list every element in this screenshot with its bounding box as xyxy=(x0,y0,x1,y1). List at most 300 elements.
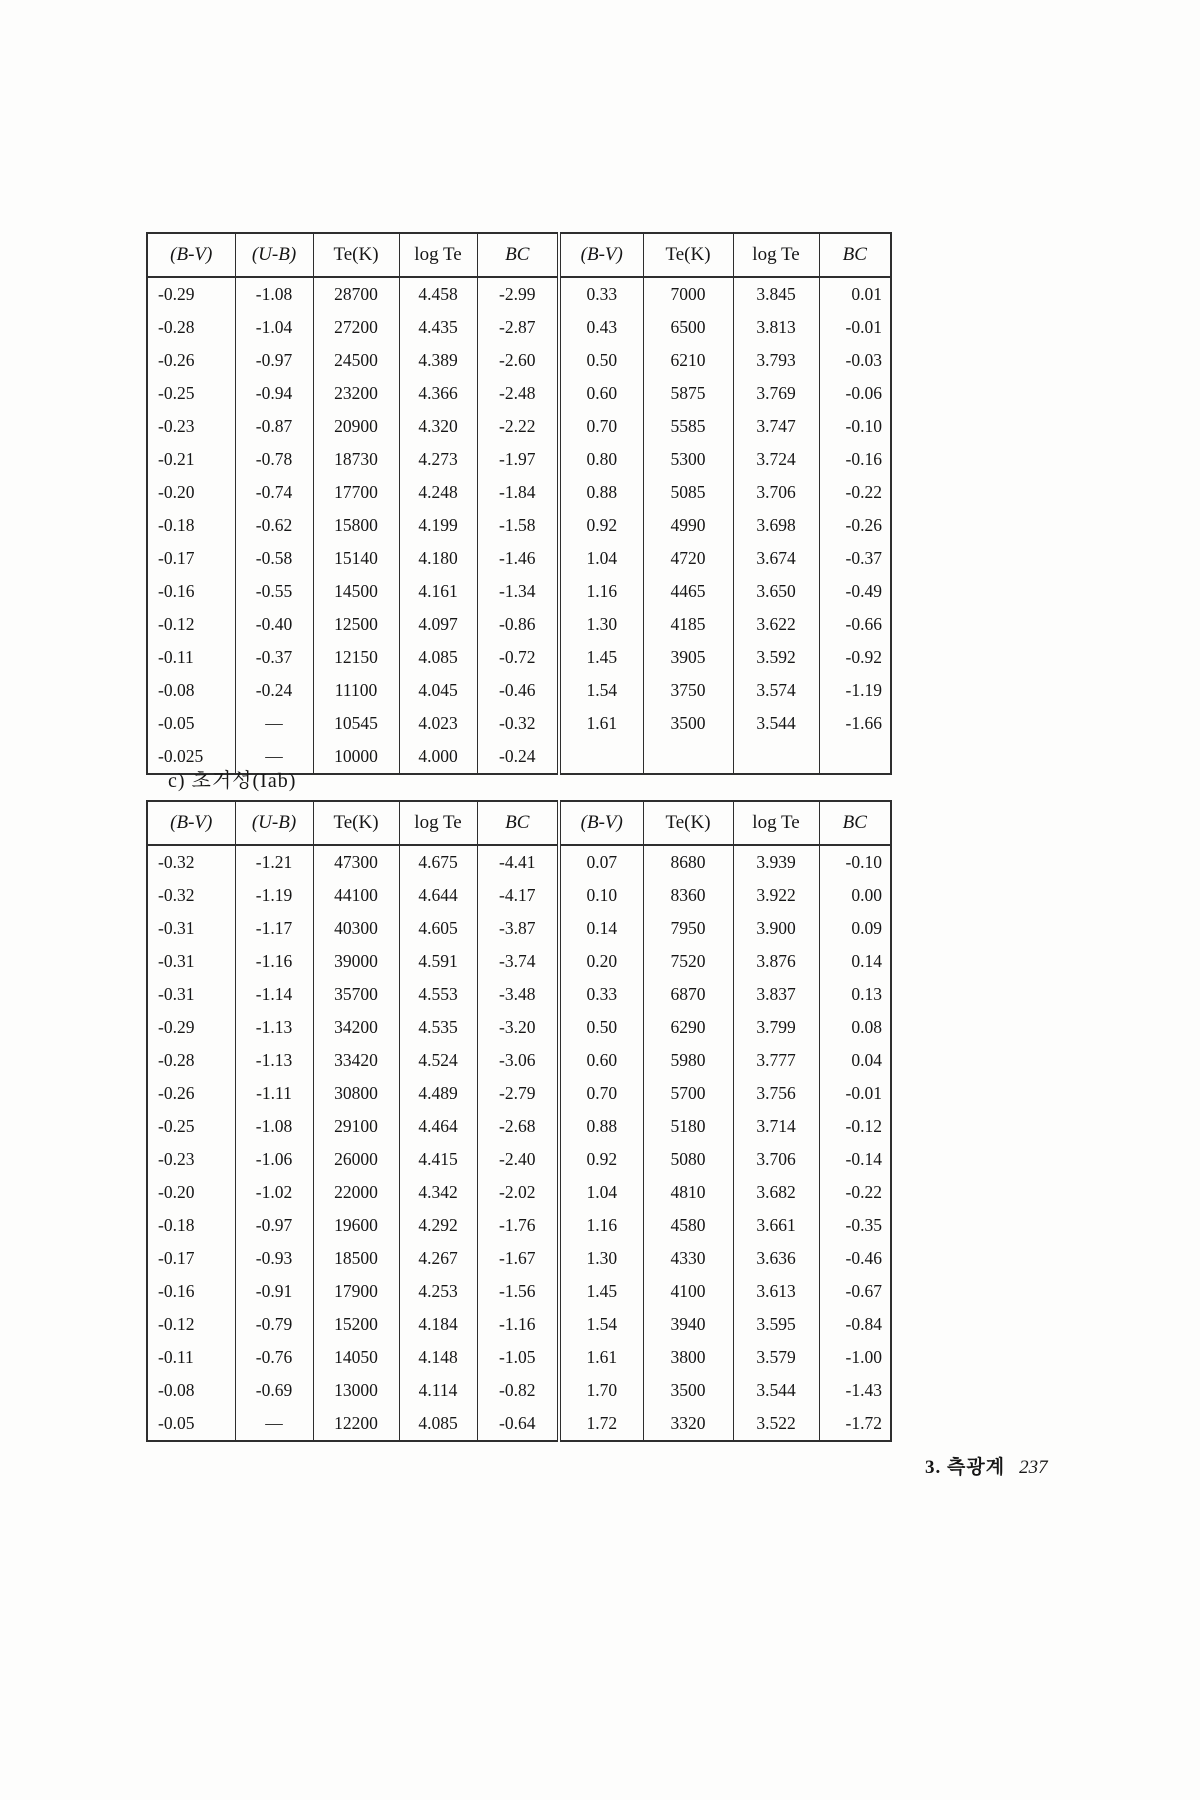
cell: 15800 xyxy=(313,509,399,542)
cell: 3.799 xyxy=(733,1011,819,1044)
column-header: BC xyxy=(819,801,891,845)
column-header: Te(K) xyxy=(313,801,399,845)
cell: 3500 xyxy=(643,707,733,740)
cell: 3905 xyxy=(643,641,733,674)
cell: -0.37 xyxy=(235,641,313,674)
cell: 6870 xyxy=(643,978,733,1011)
cell: 19600 xyxy=(313,1209,399,1242)
cell: -0.06 xyxy=(819,377,891,410)
cell: -0.67 xyxy=(819,1275,891,1308)
cell: 5585 xyxy=(643,410,733,443)
column-header: BC xyxy=(477,801,559,845)
cell: -1.56 xyxy=(477,1275,559,1308)
table-row xyxy=(147,1308,891,1341)
cell: 1.61 xyxy=(559,1341,643,1374)
cell: 0.14 xyxy=(559,912,643,945)
cell: -0.26 xyxy=(819,509,891,542)
cell: -1.76 xyxy=(477,1209,559,1242)
cell: 4.161 xyxy=(399,575,477,608)
cell: -0.79 xyxy=(235,1308,313,1341)
page-footer xyxy=(925,1452,1048,1479)
cell: -2.79 xyxy=(477,1077,559,1110)
cell: -0.08 xyxy=(147,674,235,707)
cell xyxy=(643,740,733,774)
cell: 24500 xyxy=(313,344,399,377)
cell xyxy=(559,740,643,774)
cell: 4.000 xyxy=(399,740,477,774)
cell: 4.184 xyxy=(399,1308,477,1341)
cell: 3.636 xyxy=(733,1242,819,1275)
cell: 35700 xyxy=(313,978,399,1011)
cell: -0.46 xyxy=(819,1242,891,1275)
cell: 4.435 xyxy=(399,311,477,344)
cell: 4.148 xyxy=(399,1341,477,1374)
cell: 40300 xyxy=(313,912,399,945)
cell: 18730 xyxy=(313,443,399,476)
cell: -1.58 xyxy=(477,509,559,542)
cell: -0.26 xyxy=(147,1077,235,1110)
cell: -1.13 xyxy=(235,1044,313,1077)
cell: 3.939 xyxy=(733,845,819,879)
cell: 0.50 xyxy=(559,1011,643,1044)
cell: 4990 xyxy=(643,509,733,542)
cell: -0.29 xyxy=(147,1011,235,1044)
cell: 4.605 xyxy=(399,912,477,945)
cell: 0.43 xyxy=(559,311,643,344)
cell: -2.68 xyxy=(477,1110,559,1143)
cell: -0.76 xyxy=(235,1341,313,1374)
cell: -0.26 xyxy=(147,344,235,377)
data-table xyxy=(146,232,892,775)
cell: 7520 xyxy=(643,945,733,978)
cell: 5700 xyxy=(643,1077,733,1110)
cell: 3.579 xyxy=(733,1341,819,1374)
cell: 29100 xyxy=(313,1110,399,1143)
cell: -3.87 xyxy=(477,912,559,945)
cell: -0.31 xyxy=(147,945,235,978)
cell: 15140 xyxy=(313,542,399,575)
cell: -1.11 xyxy=(235,1077,313,1110)
column-header: Te(K) xyxy=(313,233,399,277)
cell: -4.41 xyxy=(477,845,559,879)
cell: 4.342 xyxy=(399,1176,477,1209)
cell: -0.37 xyxy=(819,542,891,575)
cell: -1.21 xyxy=(235,845,313,879)
cell: 4330 xyxy=(643,1242,733,1275)
cell: 3.592 xyxy=(733,641,819,674)
cell: 4.114 xyxy=(399,1374,477,1407)
cell: -1.34 xyxy=(477,575,559,608)
cell: 3.706 xyxy=(733,1143,819,1176)
cell: -1.05 xyxy=(477,1341,559,1374)
cell: 4.415 xyxy=(399,1143,477,1176)
table-row xyxy=(147,443,891,476)
cell: -0.28 xyxy=(147,1044,235,1077)
cell: 3.777 xyxy=(733,1044,819,1077)
cell: -0.84 xyxy=(819,1308,891,1341)
cell: -0.12 xyxy=(147,608,235,641)
cell: 4.591 xyxy=(399,945,477,978)
cell: -0.05 xyxy=(147,707,235,740)
cell: -2.99 xyxy=(477,277,559,311)
cell: -2.02 xyxy=(477,1176,559,1209)
table-row xyxy=(147,845,891,879)
cell: 3800 xyxy=(643,1341,733,1374)
cell: -0.55 xyxy=(235,575,313,608)
cell: 12200 xyxy=(313,1407,399,1441)
cell: 4.553 xyxy=(399,978,477,1011)
cell: 3.613 xyxy=(733,1275,819,1308)
table-row xyxy=(147,277,891,311)
cell: 14050 xyxy=(313,1341,399,1374)
table-row xyxy=(147,377,891,410)
table-row xyxy=(147,674,891,707)
cell: -0.11 xyxy=(147,1341,235,1374)
table-row xyxy=(147,707,891,740)
cell: -0.97 xyxy=(235,344,313,377)
cell: -0.62 xyxy=(235,509,313,542)
column-header: log Te xyxy=(399,233,477,277)
cell: 5085 xyxy=(643,476,733,509)
cell: 4580 xyxy=(643,1209,733,1242)
cell: 1.30 xyxy=(559,1242,643,1275)
cell: -1.17 xyxy=(235,912,313,945)
cell: -1.14 xyxy=(235,978,313,1011)
cell: -0.08 xyxy=(147,1374,235,1407)
table-row xyxy=(147,1407,891,1441)
cell: 0.60 xyxy=(559,1044,643,1077)
column-header: log Te xyxy=(733,801,819,845)
cell: 3.674 xyxy=(733,542,819,575)
cell: 0.13 xyxy=(819,978,891,1011)
cell: 3.544 xyxy=(733,1374,819,1407)
cell: 11100 xyxy=(313,674,399,707)
cell: 17900 xyxy=(313,1275,399,1308)
cell: -0.10 xyxy=(819,410,891,443)
cell: 4465 xyxy=(643,575,733,608)
cell: -0.23 xyxy=(147,1143,235,1176)
cell: -0.35 xyxy=(819,1209,891,1242)
cell: 3.724 xyxy=(733,443,819,476)
header-row xyxy=(147,233,891,277)
cell: 4810 xyxy=(643,1176,733,1209)
cell: 0.04 xyxy=(819,1044,891,1077)
cell: 3.837 xyxy=(733,978,819,1011)
cell: -0.64 xyxy=(477,1407,559,1441)
cell: 4.097 xyxy=(399,608,477,641)
table-row xyxy=(147,509,891,542)
cell: -0.40 xyxy=(235,608,313,641)
cell: 4.180 xyxy=(399,542,477,575)
table-caption-supergiant: c) 초거성(Iab) xyxy=(168,770,297,792)
cell: -0.87 xyxy=(235,410,313,443)
cell: -0.05 xyxy=(147,1407,235,1441)
cell: 8360 xyxy=(643,879,733,912)
cell: 6290 xyxy=(643,1011,733,1044)
cell: 1.04 xyxy=(559,542,643,575)
cell: 3.622 xyxy=(733,608,819,641)
cell: 1.54 xyxy=(559,1308,643,1341)
table-row xyxy=(147,641,891,674)
cell: -0.22 xyxy=(819,1176,891,1209)
column-header: BC xyxy=(819,233,891,277)
cell: 23200 xyxy=(313,377,399,410)
cell: 4.535 xyxy=(399,1011,477,1044)
cell: -0.82 xyxy=(477,1374,559,1407)
cell xyxy=(819,740,891,774)
cell: -2.60 xyxy=(477,344,559,377)
cell: -3.74 xyxy=(477,945,559,978)
cell: 4.045 xyxy=(399,674,477,707)
column-header: BC xyxy=(477,233,559,277)
cell: 13000 xyxy=(313,1374,399,1407)
cell: 4.389 xyxy=(399,344,477,377)
column-header: Te(K) xyxy=(643,801,733,845)
cell: -0.91 xyxy=(235,1275,313,1308)
cell: -4.17 xyxy=(477,879,559,912)
cell: -1.19 xyxy=(235,879,313,912)
cell: 4.675 xyxy=(399,845,477,879)
cell: -1.67 xyxy=(477,1242,559,1275)
cell: 0.88 xyxy=(559,476,643,509)
cell: -0.25 xyxy=(147,1110,235,1143)
table-row xyxy=(147,542,891,575)
cell: 6210 xyxy=(643,344,733,377)
cell: 0.33 xyxy=(559,978,643,1011)
cell: 5080 xyxy=(643,1143,733,1176)
footer-page-number: 237 xyxy=(1019,1457,1048,1478)
cell: -2.40 xyxy=(477,1143,559,1176)
cell: -0.16 xyxy=(819,443,891,476)
cell: 14500 xyxy=(313,575,399,608)
cell: -0.01 xyxy=(819,311,891,344)
cell: 12150 xyxy=(313,641,399,674)
cell: 3.756 xyxy=(733,1077,819,1110)
cell: 4720 xyxy=(643,542,733,575)
cell xyxy=(733,740,819,774)
cell: -0.69 xyxy=(235,1374,313,1407)
cell: -0.32 xyxy=(477,707,559,740)
cell: 3.574 xyxy=(733,674,819,707)
cell: 0.92 xyxy=(559,509,643,542)
cell: 44100 xyxy=(313,879,399,912)
cell: -1.16 xyxy=(477,1308,559,1341)
table-row xyxy=(147,945,891,978)
cell: -1.08 xyxy=(235,277,313,311)
cell: 4.292 xyxy=(399,1209,477,1242)
cell: -0.12 xyxy=(819,1110,891,1143)
cell: -3.06 xyxy=(477,1044,559,1077)
cell: -0.32 xyxy=(147,879,235,912)
cell: 33420 xyxy=(313,1044,399,1077)
cell: -0.20 xyxy=(147,1176,235,1209)
cell: 10545 xyxy=(313,707,399,740)
table-row xyxy=(147,1275,891,1308)
cell: 4100 xyxy=(643,1275,733,1308)
footer-section-title: 3. 측광계 xyxy=(925,1457,1006,1478)
cell: 4185 xyxy=(643,608,733,641)
cell: 3.922 xyxy=(733,879,819,912)
cell: 1.72 xyxy=(559,1407,643,1441)
cell: 5875 xyxy=(643,377,733,410)
cell: 1.54 xyxy=(559,674,643,707)
cell: 3.544 xyxy=(733,707,819,740)
cell: 3.682 xyxy=(733,1176,819,1209)
cell: 22000 xyxy=(313,1176,399,1209)
column-header: (B-V) xyxy=(559,233,643,277)
cell: 8680 xyxy=(643,845,733,879)
table-row xyxy=(147,575,891,608)
column-header: (B-V) xyxy=(559,801,643,845)
cell: 1.30 xyxy=(559,608,643,641)
table-row xyxy=(147,1143,891,1176)
cell: -3.20 xyxy=(477,1011,559,1044)
table-row xyxy=(147,608,891,641)
cell: 0.00 xyxy=(819,879,891,912)
cell: 39000 xyxy=(313,945,399,978)
cell: -0.025 xyxy=(147,740,235,774)
column-header: (B-V) xyxy=(147,801,235,845)
cell: 18500 xyxy=(313,1242,399,1275)
cell: 5180 xyxy=(643,1110,733,1143)
cell: 4.248 xyxy=(399,476,477,509)
cell: 0.88 xyxy=(559,1110,643,1143)
cell: -0.31 xyxy=(147,912,235,945)
cell: -1.16 xyxy=(235,945,313,978)
cell: 3.769 xyxy=(733,377,819,410)
cell: 1.45 xyxy=(559,641,643,674)
cell: 3.714 xyxy=(733,1110,819,1143)
cell: 15200 xyxy=(313,1308,399,1341)
cell: -1.72 xyxy=(819,1407,891,1441)
cell: -0.18 xyxy=(147,1209,235,1242)
cell: -1.04 xyxy=(235,311,313,344)
cell: -0.92 xyxy=(819,641,891,674)
cell: -1.00 xyxy=(819,1341,891,1374)
cell: — xyxy=(235,1407,313,1441)
cell: 0.70 xyxy=(559,1077,643,1110)
cell: 17700 xyxy=(313,476,399,509)
cell: 3.698 xyxy=(733,509,819,542)
cell: 4.267 xyxy=(399,1242,477,1275)
cell: 4.644 xyxy=(399,879,477,912)
cell: -0.21 xyxy=(147,443,235,476)
cell: 4.085 xyxy=(399,641,477,674)
cell: 0.50 xyxy=(559,344,643,377)
color-temperature-table-top xyxy=(146,232,892,775)
cell: 10000 xyxy=(313,740,399,774)
cell: -1.19 xyxy=(819,674,891,707)
cell: -0.72 xyxy=(477,641,559,674)
cell: -0.11 xyxy=(147,641,235,674)
cell: 7950 xyxy=(643,912,733,945)
cell: 20900 xyxy=(313,410,399,443)
cell: -0.32 xyxy=(147,845,235,879)
table-row xyxy=(147,879,891,912)
cell: 3.845 xyxy=(733,277,819,311)
cell: -0.14 xyxy=(819,1143,891,1176)
cell: — xyxy=(235,707,313,740)
cell: 47300 xyxy=(313,845,399,879)
table-row xyxy=(147,344,891,377)
cell: -1.13 xyxy=(235,1011,313,1044)
cell: 3940 xyxy=(643,1308,733,1341)
cell: 6500 xyxy=(643,311,733,344)
cell: -0.94 xyxy=(235,377,313,410)
cell: 1.04 xyxy=(559,1176,643,1209)
column-header: (B-V) xyxy=(147,233,235,277)
cell: -3.48 xyxy=(477,978,559,1011)
cell: -2.87 xyxy=(477,311,559,344)
cell: 4.253 xyxy=(399,1275,477,1308)
cell: 4.320 xyxy=(399,410,477,443)
cell: 26000 xyxy=(313,1143,399,1176)
cell: -2.48 xyxy=(477,377,559,410)
cell: 3.595 xyxy=(733,1308,819,1341)
cell: -0.17 xyxy=(147,542,235,575)
cell: 1.16 xyxy=(559,1209,643,1242)
cell: 3.813 xyxy=(733,311,819,344)
table-row xyxy=(147,1374,891,1407)
cell: -0.16 xyxy=(147,575,235,608)
table-row xyxy=(147,410,891,443)
table-row xyxy=(147,1209,891,1242)
cell: 5300 xyxy=(643,443,733,476)
cell: -0.01 xyxy=(819,1077,891,1110)
cell: 0.10 xyxy=(559,879,643,912)
supergiant-iab-table xyxy=(146,800,892,1442)
cell: -0.97 xyxy=(235,1209,313,1242)
cell: 0.08 xyxy=(819,1011,891,1044)
cell: -0.23 xyxy=(147,410,235,443)
cell: 1.16 xyxy=(559,575,643,608)
cell: 3.876 xyxy=(733,945,819,978)
cell: 0.07 xyxy=(559,845,643,879)
table-row xyxy=(147,1341,891,1374)
cell: -1.46 xyxy=(477,542,559,575)
cell: -1.08 xyxy=(235,1110,313,1143)
table-row xyxy=(147,1044,891,1077)
cell: 3500 xyxy=(643,1374,733,1407)
cell: -0.25 xyxy=(147,377,235,410)
cell: -2.22 xyxy=(477,410,559,443)
cell: 1.70 xyxy=(559,1374,643,1407)
column-header: Te(K) xyxy=(643,233,733,277)
table-row xyxy=(147,978,891,1011)
cell: -1.66 xyxy=(819,707,891,740)
table-row xyxy=(147,476,891,509)
cell: -0.93 xyxy=(235,1242,313,1275)
cell: -1.97 xyxy=(477,443,559,476)
cell: 1.61 xyxy=(559,707,643,740)
cell: 3.900 xyxy=(733,912,819,945)
cell: 4.023 xyxy=(399,707,477,740)
cell: 7000 xyxy=(643,277,733,311)
cell: 0.14 xyxy=(819,945,891,978)
cell: -1.43 xyxy=(819,1374,891,1407)
cell: -1.02 xyxy=(235,1176,313,1209)
cell: -0.46 xyxy=(477,674,559,707)
cell: 3.650 xyxy=(733,575,819,608)
cell: 0.01 xyxy=(819,277,891,311)
cell: -0.49 xyxy=(819,575,891,608)
cell: -0.74 xyxy=(235,476,313,509)
cell: -0.16 xyxy=(147,1275,235,1308)
cell: 4.489 xyxy=(399,1077,477,1110)
table-row xyxy=(147,1077,891,1110)
cell: 0.09 xyxy=(819,912,891,945)
cell: 5980 xyxy=(643,1044,733,1077)
